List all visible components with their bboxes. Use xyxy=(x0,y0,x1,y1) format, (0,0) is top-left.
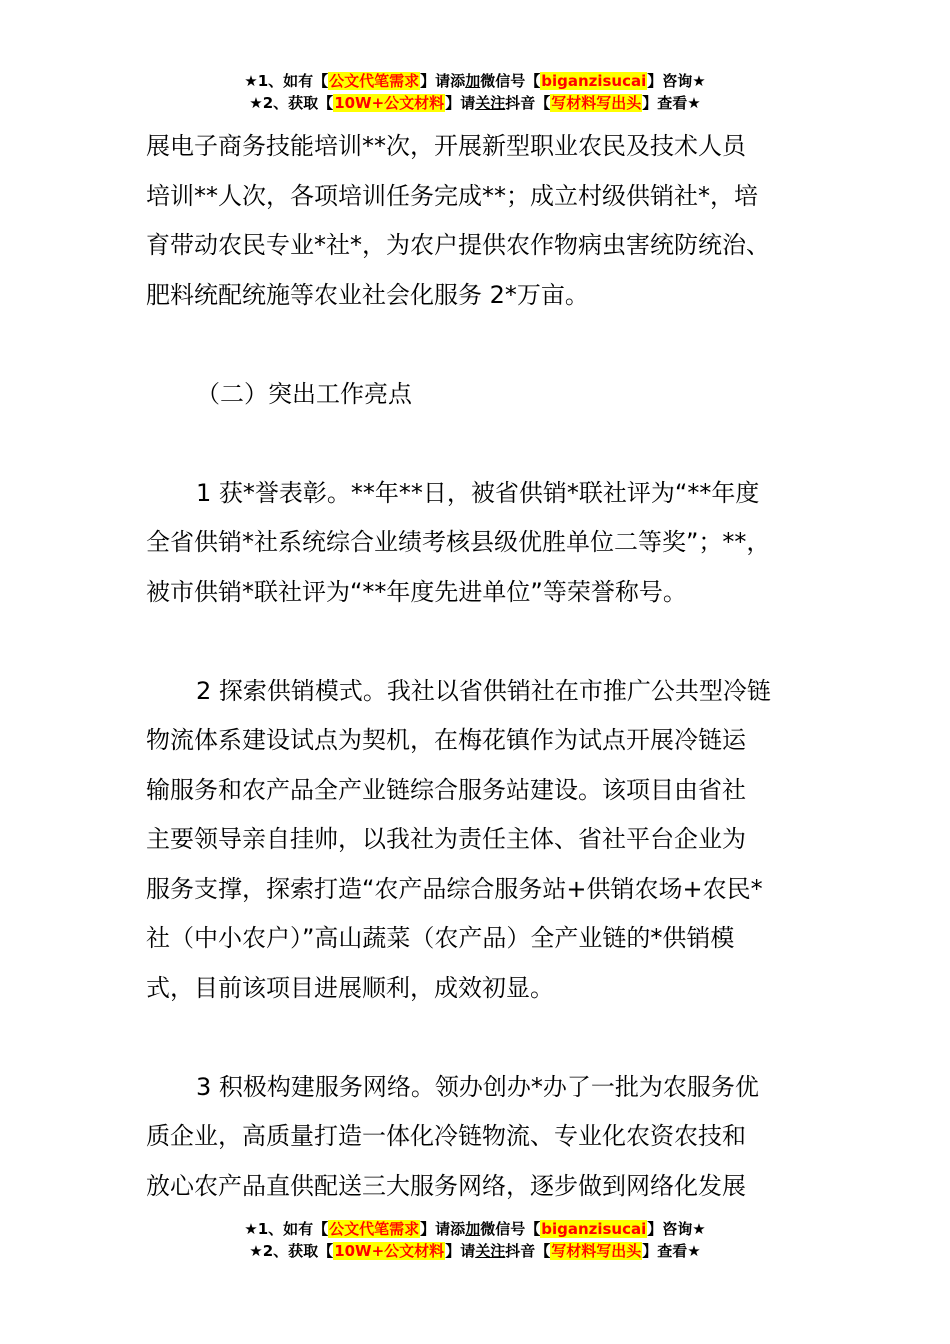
promo-line-2 xyxy=(0,92,950,114)
promo-text: 微信号【 xyxy=(480,72,541,90)
promo-highlight: 10W+公文材料 xyxy=(334,1242,445,1260)
text-line: 质企业，高质量打造一体化冷链物流、专业化农资农技和 xyxy=(146,1122,746,1150)
document-body xyxy=(146,122,826,1211)
promo-text: 微信号【 xyxy=(480,1220,541,1238)
paragraph-gap xyxy=(146,617,826,667)
text-line: 3 积极构建服务网络。领办创办*办了一批为农服务优 xyxy=(196,1072,759,1101)
text-line: 主要领导亲自挂帅，以我社为责任主体、省社平台企业为 xyxy=(146,825,746,853)
paragraph-gap xyxy=(146,1013,826,1063)
text-line: 式，目前该项目进展顺利，成效初显。 xyxy=(146,973,554,1002)
paragraph-gap xyxy=(146,419,826,469)
promo-line-1 xyxy=(0,70,950,92)
promo-highlight: 10W+公文材料 xyxy=(334,94,445,112)
promo-text: 】请 xyxy=(445,1242,476,1260)
text-line: 社（中小农户）”高山蔬菜（农产品）全产业链的*供销模 xyxy=(146,924,735,952)
promo-text: 】咨询★ xyxy=(647,1220,706,1238)
paragraph-gap xyxy=(146,320,826,370)
promo-highlight: 公文代笔需求 xyxy=(329,72,420,90)
promo-text: ★2、获取【 xyxy=(249,1242,334,1260)
text-line: 1 获*誉表彰。**年**日，被省供销*联社评为“**年度 xyxy=(196,478,760,507)
section-heading: （二）突出工作亮点 xyxy=(196,379,412,408)
promo-text: 】咨询★ xyxy=(647,72,706,90)
promo-underlined-text: 关注 xyxy=(475,94,506,112)
promo-text: 抖音【 xyxy=(505,1242,551,1260)
header-promo-banner xyxy=(0,70,950,114)
promo-text: ★1、如有【 xyxy=(244,1220,329,1238)
text-line: 服务支撑，探索打造“农产品综合服务站+供销农场+农民* xyxy=(146,874,763,903)
promo-highlight: 写材料写出头 xyxy=(551,94,642,112)
promo-text: 】请添 xyxy=(420,72,466,90)
text-line: 放心农产品直供配送三大服务网络，逐步做到网络化发展 xyxy=(146,1171,746,1200)
text-line: 2 探索供销模式。我社以省供销社在市推广公共型冷链 xyxy=(196,676,771,705)
promo-highlight: 公文代笔需求 xyxy=(329,1220,420,1238)
promo-text: ★2、获取【 xyxy=(249,94,334,112)
text-line: 物流体系建设试点为契机，在梅花镇作为试点开展冷链运 xyxy=(146,726,746,754)
text-line: 输服务和农产品全产业链综合服务站建设。该项目由省社 xyxy=(146,775,746,804)
promo-line-2 xyxy=(0,1240,950,1262)
promo-text: 】请 xyxy=(445,94,476,112)
promo-text: 】查看★ xyxy=(642,1242,701,1260)
promo-underlined-text: 加 xyxy=(465,72,481,90)
text-line: 展电子商务技能培训**次，开展新型职业农民及技术人员 xyxy=(146,132,746,160)
promo-highlight: biganzisucai xyxy=(541,1220,647,1238)
promo-text: 】请添 xyxy=(420,1220,466,1238)
text-line: 全省供销*社系统综合业绩考核县级优胜单位二等奖”；**， xyxy=(146,528,771,556)
text-line: 肥料统配统施等农业社会化服务 2*万亩。 xyxy=(146,280,589,309)
promo-highlight: 写材料写出头 xyxy=(551,1242,642,1260)
promo-text: 】查看★ xyxy=(642,94,701,112)
text-line: 培训**人次，各项培训任务完成**；成立村级供销社*，培 xyxy=(146,181,758,210)
footer-promo-banner xyxy=(0,1218,950,1262)
promo-line-1 xyxy=(0,1218,950,1240)
promo-underlined-text: 加 xyxy=(465,1220,481,1238)
text-line: 育带动农民专业*社*，为农户提供农作物病虫害统防统治、 xyxy=(146,231,770,259)
promo-text: ★1、如有【 xyxy=(244,72,329,90)
promo-text: 抖音【 xyxy=(505,94,551,112)
promo-underlined-text: 关注 xyxy=(475,1242,506,1260)
promo-highlight: biganzisucai xyxy=(541,72,647,90)
text-line: 被市供销*联社评为“**年度先进单位”等荣誉称号。 xyxy=(146,577,687,606)
